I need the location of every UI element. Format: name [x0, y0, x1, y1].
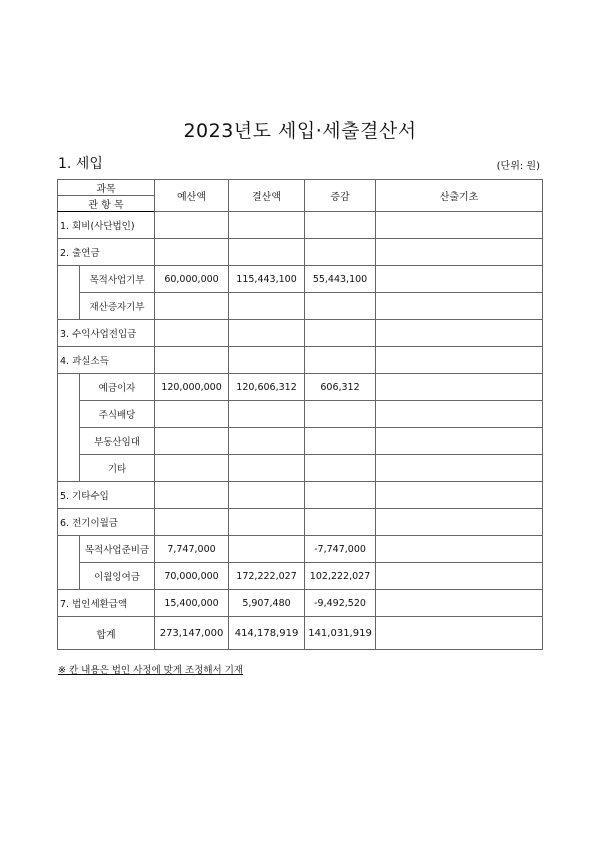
basis-cell	[376, 455, 543, 482]
budget-cell	[155, 239, 229, 266]
budget-cell	[155, 212, 229, 239]
basis-cell	[376, 293, 543, 320]
basis-cell	[376, 239, 543, 266]
basis-cell	[376, 347, 543, 374]
change-cell	[305, 401, 376, 428]
footnote: ※ 칸 내용은 법인 사정에 맞게 조정해서 기재	[58, 665, 244, 676]
item-row	[58, 428, 543, 455]
settlement-cell	[229, 239, 305, 266]
budget-cell	[155, 293, 229, 320]
settlement-cell	[229, 401, 305, 428]
item-row	[58, 401, 543, 428]
settlement-cell	[229, 212, 305, 239]
settlement-cell	[229, 536, 305, 563]
indent-spacer	[58, 374, 80, 482]
header-category-top: 과목	[58, 180, 155, 196]
item-label: 기타	[80, 455, 155, 482]
change-cell	[305, 509, 376, 536]
basis-cell	[376, 212, 543, 239]
budget-cell	[155, 428, 229, 455]
change-cell: 606,312	[305, 374, 376, 401]
change-cell: -9,492,520	[305, 590, 376, 617]
basis-cell	[376, 266, 543, 293]
item-row	[58, 455, 543, 482]
basis-cell	[376, 428, 543, 455]
change-cell	[305, 239, 376, 266]
header-budget: 예산액	[155, 180, 229, 212]
settlement-cell	[229, 428, 305, 455]
settlement-cell	[229, 455, 305, 482]
total-settlement: 414,178,919	[229, 617, 305, 650]
budget-cell: 70,000,000	[155, 563, 229, 590]
total-basis	[376, 617, 543, 650]
category-label: 4. 과실소득	[58, 347, 155, 374]
basis-cell	[376, 509, 543, 536]
revenue-table	[57, 179, 543, 650]
category-row	[58, 347, 543, 374]
header-basis: 산출기초	[376, 180, 543, 212]
item-label: 부동산임대	[80, 428, 155, 455]
document-title: 2023년도 세입·세출결산서	[183, 120, 417, 142]
category-label: 2. 출연금	[58, 239, 155, 266]
item-row	[58, 563, 543, 590]
settlement-cell: 115,443,100	[229, 266, 305, 293]
section-heading: 1. 세입	[58, 156, 103, 172]
header-change: 증감	[305, 180, 376, 212]
header-settlement: 결산액	[229, 180, 305, 212]
basis-cell	[376, 536, 543, 563]
item-row	[58, 293, 543, 320]
change-cell	[305, 428, 376, 455]
change-cell: 55,443,100	[305, 266, 376, 293]
category-label: 1. 회비(사단법인)	[58, 212, 155, 239]
budget-cell	[155, 455, 229, 482]
basis-cell	[376, 320, 543, 347]
category-row	[58, 590, 543, 617]
settlement-cell: 120,606,312	[229, 374, 305, 401]
total-label: 합계	[58, 617, 155, 650]
category-label: 5. 기타수입	[58, 482, 155, 509]
change-cell	[305, 347, 376, 374]
item-label: 주식배당	[80, 401, 155, 428]
change-cell	[305, 320, 376, 347]
item-label: 재산증자기부	[80, 293, 155, 320]
basis-cell	[376, 374, 543, 401]
change-cell	[305, 482, 376, 509]
header-category-bottom: 관 항 목	[58, 196, 155, 212]
category-row	[58, 509, 543, 536]
item-row	[58, 536, 543, 563]
category-row	[58, 482, 543, 509]
budget-cell: 120,000,000	[155, 374, 229, 401]
category-row	[58, 320, 543, 347]
settlement-cell: 5,907,480	[229, 590, 305, 617]
item-row	[58, 374, 543, 401]
item-label: 이월잉여금	[80, 563, 155, 590]
item-label: 목적사업기부	[80, 266, 155, 293]
basis-cell	[376, 482, 543, 509]
settlement-cell: 172,222,027	[229, 563, 305, 590]
change-cell	[305, 293, 376, 320]
budget-cell: 15,400,000	[155, 590, 229, 617]
basis-cell	[376, 590, 543, 617]
item-row	[58, 266, 543, 293]
unit-label: (단위: 원)	[496, 161, 540, 172]
budget-cell: 60,000,000	[155, 266, 229, 293]
settlement-cell	[229, 509, 305, 536]
change-cell	[305, 212, 376, 239]
category-label: 6. 전기이월금	[58, 509, 155, 536]
basis-cell	[376, 563, 543, 590]
budget-cell	[155, 401, 229, 428]
change-cell	[305, 455, 376, 482]
settlement-cell	[229, 293, 305, 320]
basis-cell	[376, 401, 543, 428]
table-body	[58, 212, 543, 617]
budget-cell: 7,747,000	[155, 536, 229, 563]
settlement-cell	[229, 482, 305, 509]
settlement-cell	[229, 347, 305, 374]
category-label: 3. 수익사업전입금	[58, 320, 155, 347]
settlement-cell	[229, 320, 305, 347]
change-cell: 102,222,027	[305, 563, 376, 590]
indent-spacer	[58, 266, 80, 320]
budget-cell	[155, 320, 229, 347]
category-row	[58, 239, 543, 266]
category-label: 7. 법인세환급액	[58, 590, 155, 617]
total-row	[58, 617, 543, 650]
item-label: 목적사업준비금	[80, 536, 155, 563]
indent-spacer	[58, 536, 80, 590]
item-label: 예금이자	[80, 374, 155, 401]
total-change: 141,031,919	[305, 617, 376, 650]
budget-cell	[155, 347, 229, 374]
category-row	[58, 212, 543, 239]
budget-cell	[155, 509, 229, 536]
change-cell: -7,747,000	[305, 536, 376, 563]
budget-cell	[155, 482, 229, 509]
total-budget: 273,147,000	[155, 617, 229, 650]
